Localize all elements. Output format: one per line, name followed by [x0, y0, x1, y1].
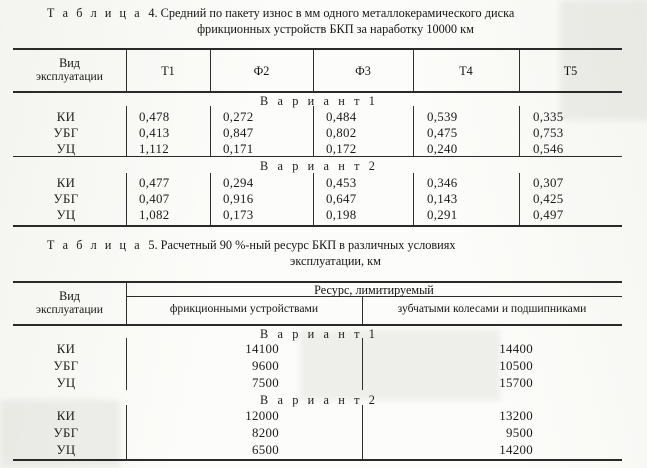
- table-4-cell: 0,425: [533, 192, 564, 206]
- table-4-group-1-title-word: В а р и а н т: [260, 94, 363, 108]
- table-4-header-col-3: Ф3: [355, 64, 371, 78]
- table-4-caption-line2: фрикционных устройств БКП за наработку 10000 км: [197, 21, 474, 36]
- table-4-caption-line1: Средний по пакету износ в мм одного металлокерамического диска: [160, 6, 515, 20]
- table-4-row-label: УБГ: [53, 126, 79, 140]
- table-4-row-label: УЦ: [56, 142, 76, 156]
- table-4-rule-top: [13, 48, 622, 50]
- table-4-cell: 0,484: [326, 110, 357, 124]
- table-5-group-2-title: [13, 393, 622, 408]
- table-4-cell: 0,346: [427, 176, 458, 190]
- table-5-caption-label: Т а б л и ц а: [47, 238, 143, 252]
- table-5-group-2-title-word: В а р и а н т: [260, 393, 363, 407]
- table-5-row-label: КИ: [56, 409, 76, 423]
- table-4-group-2-title: [13, 159, 622, 174]
- table-4-cell: 0,475: [427, 126, 458, 140]
- table-5-caption-number: 5.: [148, 238, 158, 252]
- table-5-cell: 7500: [252, 376, 279, 390]
- table-4-cell: 0,478: [139, 110, 170, 124]
- table-5-body2-vline-1: [126, 405, 127, 459]
- table-5-group-1-title-word: В а р и а н т: [260, 327, 363, 341]
- table-4-body1-vline-5: [519, 106, 520, 156]
- table-4-cell: 0,294: [223, 176, 254, 190]
- table-5-body2-vline-2: [362, 405, 363, 459]
- table-5-header-col-2: зубчатыми колесами и подшипниками: [397, 302, 587, 315]
- table-4-body1-vline-2: [210, 106, 211, 156]
- table-4-group-1-title: [13, 94, 622, 109]
- table-4-cell: 0,916: [223, 192, 254, 206]
- table-4-header-col-1: Т1: [161, 64, 175, 78]
- table-4-cell: 0,647: [326, 192, 357, 206]
- table-5-rule-bottom: [13, 459, 622, 461]
- table-5-cell: 8200: [252, 426, 279, 440]
- table-4-cell: 0,407: [139, 192, 170, 206]
- table-4-body1-vline-1: [126, 106, 127, 156]
- table-5-row-label: УЦ: [56, 443, 76, 457]
- table-4-body2-vline-2: [210, 173, 211, 225]
- table-5-header-span-title: Ресурс, лимитируемый: [314, 283, 434, 297]
- table-4-header-rowlabel-line1: Вид: [59, 56, 80, 70]
- table-5-row-label: УБГ: [53, 359, 79, 373]
- table-4-body2-vline-5: [519, 173, 520, 225]
- table-4-cell: 0,171: [223, 142, 254, 156]
- table-5-cell: 13200: [499, 409, 533, 423]
- table-4-rule-bottom: [13, 225, 622, 227]
- table-4-group-2-title-word: В а р и а н т: [260, 159, 363, 173]
- table-4-cell: 0,497: [533, 208, 564, 222]
- table-4-cell: 0,413: [139, 126, 170, 140]
- table-5-body1-vline-2: [362, 338, 363, 390]
- table-5-row-label: КИ: [56, 342, 76, 356]
- table-5-cell: 9600: [252, 359, 279, 373]
- table-4-row-label: КИ: [56, 176, 76, 190]
- table-4-header-col-2: Ф2: [253, 64, 270, 78]
- table-4-cell: 0,291: [427, 208, 458, 222]
- table-4-cell: 0,272: [223, 110, 254, 124]
- table-5-header-col-1: фрикционными устройствами: [169, 302, 319, 315]
- table-4-cell: 0,173: [223, 208, 254, 222]
- table-4-row-label: КИ: [56, 110, 76, 124]
- table-4-cell: 0,453: [326, 176, 357, 190]
- table-5-header-rowlabel: [13, 289, 126, 317]
- table-5-caption-line1: Расчетный 90 %-ный ресурс БКП в различных условиях: [160, 238, 456, 252]
- table-4-group-1-title-number: 1: [368, 94, 375, 108]
- table-5-cell: 15700: [499, 376, 533, 390]
- table-4-caption-label: Т а б л и ц а: [47, 6, 143, 20]
- table-4-cell: 0,753: [533, 126, 564, 140]
- table-4-header-col-4: Т4: [459, 64, 473, 78]
- table-4-cell: 0,802: [326, 126, 357, 140]
- table-4-cell: 0,477: [139, 176, 170, 190]
- table-5-cell: 9500: [506, 426, 533, 440]
- table-4-cell: 1,112: [139, 142, 170, 156]
- table-4-row-label: УЦ: [56, 208, 76, 222]
- table-5-cell: 10500: [499, 359, 533, 373]
- table-5-header-rowlabel-line2: эксплуатации: [36, 303, 103, 316]
- table-5-header-rowlabel-line1: Вид: [59, 289, 80, 303]
- table-4-body2-vline-4: [413, 173, 414, 225]
- table-4-row-label: УБГ: [53, 192, 79, 206]
- table-4-header-col-5: Т5: [563, 64, 578, 78]
- table-4-cell: 1,082: [139, 208, 170, 222]
- table-4-header-rowlabel: [13, 56, 126, 84]
- table-4-caption-number: 4.: [148, 6, 158, 20]
- table-4-body2-vline-3: [313, 173, 314, 225]
- table-4-header-rowlabel-line2: эксплуатации: [36, 70, 103, 83]
- table-4-caption: [13, 6, 628, 37]
- table-4-cell: 0,546: [533, 142, 564, 156]
- table-4-cell: 0,172: [326, 142, 357, 156]
- table-5-cell: 12000: [245, 409, 279, 423]
- table-5-group-1-title: [13, 327, 622, 342]
- table-4-cell: 0,240: [427, 142, 458, 156]
- table-4-body1-vline-4: [413, 106, 414, 156]
- table-5-body1-vline-1: [126, 338, 127, 390]
- table-5-cell: 6500: [252, 443, 279, 457]
- table-4-rule-mid: [13, 156, 622, 157]
- table-5-cell: 14100: [245, 342, 279, 356]
- table-4-cell: 0,335: [533, 110, 564, 124]
- table-5-caption-line2: эксплуатации, км: [290, 253, 381, 268]
- table-4-cell: 0,307: [533, 176, 564, 190]
- table-5-caption: [13, 238, 628, 269]
- table-5-cell: 14400: [499, 342, 533, 356]
- table-5-cell: 14200: [499, 443, 533, 457]
- table-5-group-2-title-number: 2: [368, 393, 375, 407]
- table-4-cell: 0,847: [223, 126, 254, 140]
- table-5-row-label: УБГ: [53, 426, 79, 440]
- table-5-group-1-title-number: 1: [368, 327, 375, 341]
- table-4-cell: 0,143: [427, 192, 458, 206]
- table-4-body2-vline-1: [126, 173, 127, 225]
- table-4-body1-vline-3: [313, 106, 314, 156]
- table-5-row-label: УЦ: [56, 376, 76, 390]
- table-4-group-2-title-number: 2: [368, 159, 375, 173]
- table-4-cell: 0,198: [326, 208, 357, 222]
- table-4-cell: 0,539: [427, 110, 458, 124]
